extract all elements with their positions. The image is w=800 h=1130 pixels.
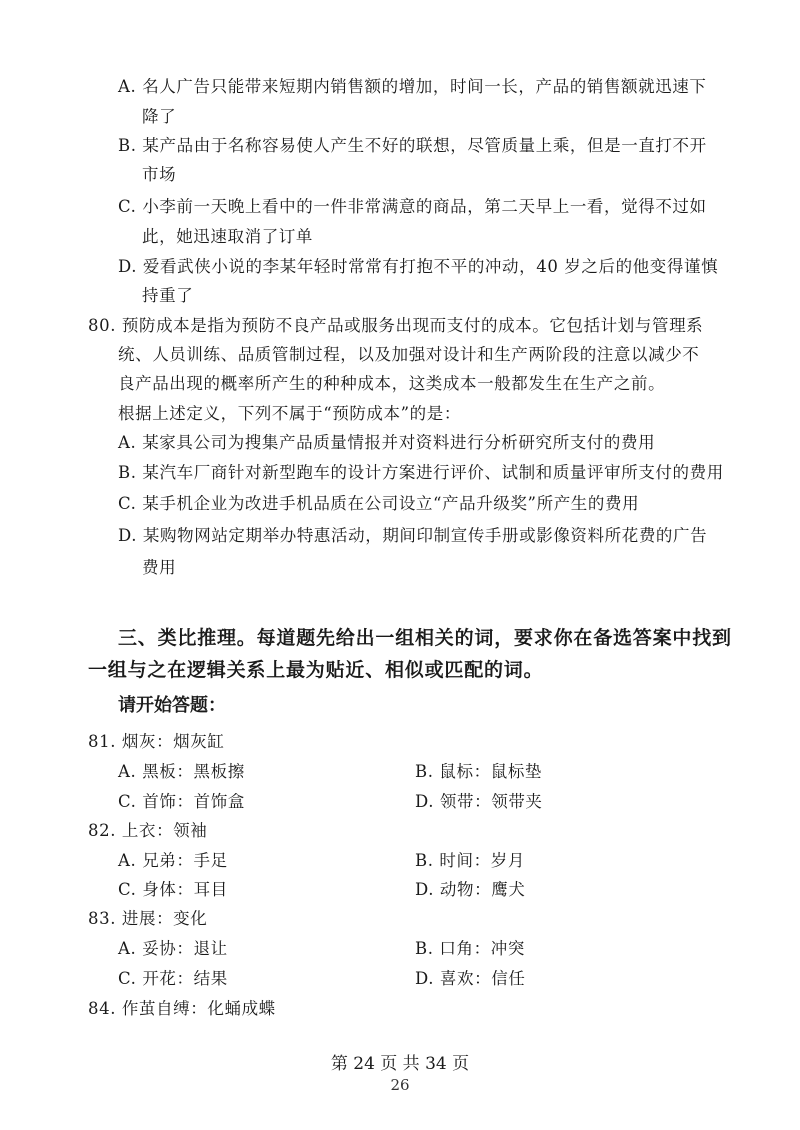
q82-option-a: A. 兄弟：手足 [118,851,228,870]
q81-option-b: B. 鼠标：鼠标垫 [415,762,543,781]
q81-option-a: A. 黑板：黑板擦 [118,762,245,781]
q79-option-a-line1: A. 名人广告只能带来短期内销售额的增加，时间一长，产品的销售额就迅速下 [118,77,707,96]
q79-option-c-line1: C. 小李前一天晚上看中的一件非常满意的商品，第二天早上一看，觉得不过如 [118,197,707,216]
q81-option-c: C. 首饰：首饰盒 [118,792,245,811]
section-prompt: 请开始答题： [118,695,226,716]
q82-option-d: D. 动物：鹰犬 [415,880,526,899]
q80-option-d-line1: D. 某购物网站定期举办特惠活动，期间印制宣传手册或影像资料所花费的广告 [118,526,708,545]
q83-stem: 83. 进展：变化 [88,909,208,928]
q79-option-b-line2: 市场 [142,165,177,184]
q79-option-a-line2: 降了 [142,107,177,126]
section-title-line1: 三、类比推理。每道题先给出一组相关的词，要求你在备选答案中找到 [118,627,732,649]
q83-option-b: B. 口角：冲突 [415,939,525,958]
q82-stem: 82. 上衣：领袖 [88,821,208,840]
q80-option-c: C. 某手机企业为改进手机品质在公司设立“产品升级奖”所产生的费用 [118,494,640,513]
q80-stem-line1: 80. 预防成本是指为预防不良产品或服务出现而支付的成本。它包括计划与管理系 [88,316,704,335]
page-indicator: 第 24 页 共 34 页 [330,1054,470,1074]
q79-option-b-line1: B. 某产品由于名称容易使人产生不好的联想，尽管质量上乘，但是一直打不开 [118,136,707,155]
q83-option-c: C. 开花：结果 [118,969,228,988]
q80-stem-line4: 根据上述定义，下列不属于“预防成本”的是： [118,404,461,423]
q82-option-b: B. 时间：岁月 [415,851,525,870]
q84-stem: 84. 作茧自缚：化蛹成蝶 [88,999,276,1018]
q79-option-d-line1: D. 爱看武侠小说的李某年轻时常常有打抱不平的冲动，40 岁之后的他变得谨慎 [118,257,719,276]
section-title-line2: 一组与之在逻辑关系上最为贴近、相似或匹配的词。 [88,659,544,681]
q80-stem-line3: 良产品出现的概率所产生的种种成本，这类成本一般都发生在生产之前。 [118,374,666,393]
q80-option-b: B. 某汽车厂商针对新型跑车的设计方案进行评价、试制和质量评审所支付的费用 [118,463,724,482]
q82-option-c: C. 身体：耳目 [118,880,228,899]
q79-option-d-line2: 持重了 [142,286,194,305]
page-number: 26 [390,1076,410,1094]
q83-option-a: A. 妥协：退让 [118,939,228,958]
q81-stem: 81. 烟灰：烟灰缸 [88,732,225,751]
q80-stem-line2: 统、人员训练、品质管制过程，以及加强对设计和生产两阶段的注意以减少不 [118,345,700,364]
q79-option-c-line2: 此，她迅速取消了订单 [142,227,313,246]
q80-option-a: A. 某家具公司为搜集产品质量情报并对资料进行分析研究所支付的费用 [118,433,656,452]
q81-option-d: D. 领带：领带夹 [415,792,543,811]
q80-option-d-line2: 费用 [142,558,177,577]
q83-option-d: D. 喜欢：信任 [415,969,526,988]
